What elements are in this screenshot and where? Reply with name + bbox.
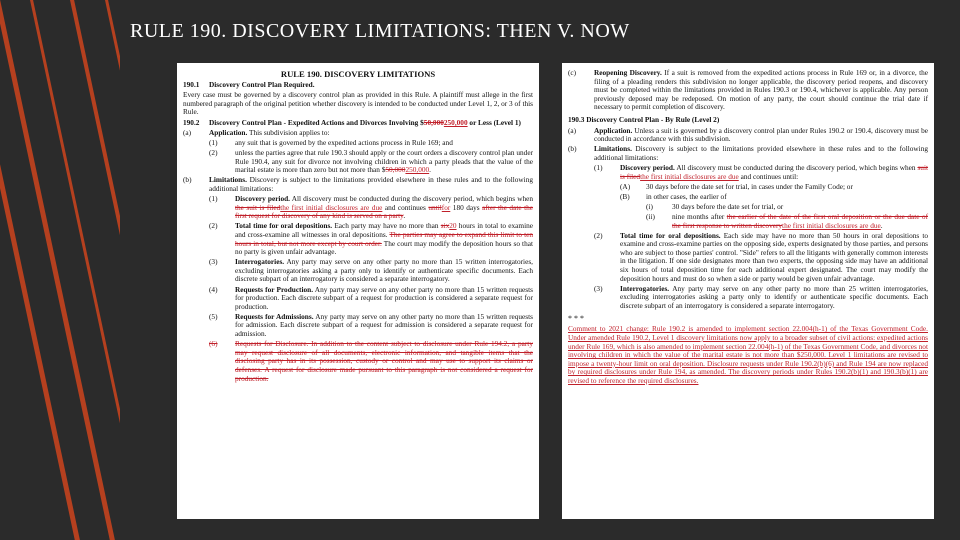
section-190-1: 190.1 Discovery Control Plan Required. [183, 80, 315, 89]
subsection-b-3: (3) Interrogatories. Any party may serve on any other party no more than 15 written interrogatories, excluding interrogatories asking a party only to identify or authenticate specific documents. Each discrete subpart of an interrogatory is considered a separate interrogatory. [209, 257, 533, 284]
old-rule-page [177, 63, 539, 519]
subsection-a: (a) Application. This subdivision applies to: [183, 127, 330, 137]
r-subsection-b-1-B-i: (i) 30 days before the date set for trial, or [646, 201, 784, 211]
subsection-b-4: (4) Requests for Production. Any party may serve on any other party no more than 15 written requests for production. Each discrete subpart of a request for production is considered a separate request for production. [209, 284, 533, 311]
subsection-b: (b) Limitations. Discovery is subject to the limitations provided elsewhere in these rules and to the following additional limitations: [183, 175, 533, 194]
r-subsection-b-1-B: (B) in other cases, the earlier of [620, 191, 727, 201]
section-190-2: 190.2 Discovery Control Plan - Expedited Actions and Divorces Involving $50,000250,000 or Less (Level 1) [183, 117, 521, 127]
decorative-stripes [0, 0, 120, 540]
subsection-b-2: (2) Total time for oral depositions. Each party may have no more than six20 hours in total to examine and cross-examine all witnesses in oral depositions. The parties may agree to expand this limit to ten hours in total, but not more except by court order. The court may modify the deposition hours so that no party is given unfair advantage. [209, 221, 533, 257]
r-subsection-b-1: (1) Discovery period. All discovery must be conducted during the discovery period, which begins when suit is filedthe first initial disclosures are due and continues until: [594, 162, 929, 181]
section-190-1-body: Every case must be governed by a discovery control plan as provided in this Rule. A plaintiff must allege in the first numbered paragraph of the original petition whether discovery is intended to be conducted under Level 1, 2, or 3 of this Rule. [183, 90, 533, 117]
r-subsection-a: (a) Application. Unless a suit is governed by a discovery control plan under Rules 190.2 or 190.4, discovery must be conducted in accordance with this subdivision. [568, 125, 928, 144]
new-rule-page [562, 63, 934, 519]
r-subsection-b-3: (3) Interrogatories. Any party may serve on any other party no more than 25 written interrogatories, excluding interrogatories asking a party only to identify or authenticate specific documents. Each discrete subpart of an interrogatory is considered a separate interrogatory. [594, 283, 928, 310]
slide-title: RULE 190. DISCOVERY LIMITATIONS: THEN V. NOW [130, 20, 630, 42]
subsection-b-5: (5) Requests for Admissions. Any party may serve on any other party no more than 15 written requests for admission. Each discrete subpart of a request for admission is considered a separate request for admission. [209, 311, 533, 339]
r-subsection-b-1-B-ii: (ii) nine months after the earlier of the date of the first oral deposition or the due date of the first response to written discoverythe first initial disclosures are due. [646, 211, 928, 230]
subsection-b-1: (1) Discovery period. All discovery must be conducted during the discovery period, which begins when the suit is filedthe first initial disclosures are due and continues untilfor 180 days after the date the first request for discovery of any kind is served on a party. [209, 194, 534, 221]
comment-2021: Comment to 2021 change: Rule 190.2 is amended to implement section 22.004(h-1) of the Texas Government Code. Under amended Rule 190.2, Level 1 discovery limitations now apply to a broader subset of civil actions: expedited actions under Rule 169, which is also amended to implement section 22.004(h-1) of the Texas Government Code, and divorces not involving children in which the value of the marital estate is not more than $250,000. Level 1 limitations are revised to impose a twenty-hour limit on oral deposition. Disclosure requests under Rule 190.2(b)(6) and Rule 194 are now replaced by required disclosures under Rule 194, as amended. The discovery periods under Rules 190.2(b)(1) and 190.3(b)(1) are revised to reference the required disclosures. [568, 324, 928, 385]
subsection-a-2: (2) unless the parties agree that rule 190.3 should apply or the court orders a discovery control plan under Rule 190.4, any suit for divorce not involving children in which a party pleads that the value of the marital estate is more than zero but not more than $50,000250,000. [209, 148, 533, 175]
r-subsection-b-1-A: (A) 30 days before the date set for trial, in cases under the Family Code; or [620, 181, 853, 191]
subsection-c: (c) Reopening Discovery. If a suit is removed from the expedited actions process in Rule 169 or, in a divorce, the filing of a pleading renders this subdivision no longer applicable, the discovery period reopens, and discovery must be completed within the limitations provided in Rules 190.3 or 190.4, whichever is applicable. Any person previously deposed may be redeposed. On motion of any party, the court should continue the trial date if necessary to permit completion of discovery. [568, 68, 928, 112]
section-190-3-heading: 190.3 Discovery Control Plan - By Rule (Level 2) [568, 115, 720, 125]
doc-title: RULE 190. DISCOVERY LIMITATIONS [280, 69, 436, 79]
r-subsection-b-2: (2) Total time for oral depositions. Each side may have no more than 50 hours in oral depositions to examine and cross-examine parties on the opposing side, experts designated by those parties, and persons who are subject to those parties' control. "Side" refers to all the litigants with generally common interests in the litigation. If one side designates more than two experts, the opposing side may have an additional six hours of total deposition time for each additional expert designated. The court may modify the deposition hours and must do so when a side or party would be given unfair advantage. [594, 230, 929, 283]
subsection-b-6: (6) Requests for Disclosure. In addition to the content subject to disclosure under Rule 194.2, a party may request disclosure of all documents, electronic information, and tangible items that the disclosing party has in its possession, custody or control and may use to support its claims or defenses. A request for disclosure made pursuant to this paragraph is not considered a request for production. [209, 339, 533, 383]
r-subsection-b: (b) Limitations. Discovery is subject to the limitations provided elsewhere in these rules and to the following additional limitations: [568, 144, 928, 162]
section-break: * * * [568, 314, 584, 324]
subsection-a-1: (1) any suit that is governed by the expedited actions process in Rule 169; and [209, 138, 453, 148]
